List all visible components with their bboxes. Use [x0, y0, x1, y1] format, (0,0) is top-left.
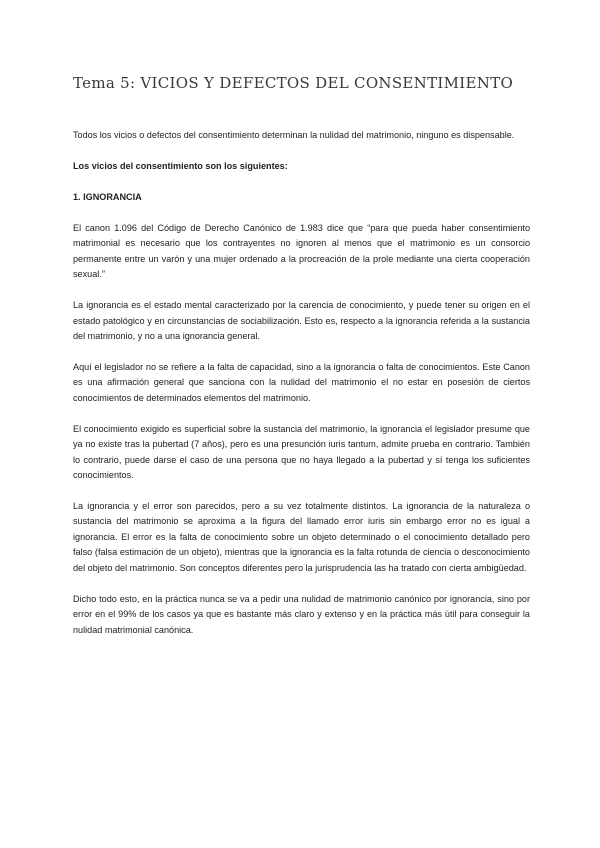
paragraph: La ignorancia y el error son parecidos, pero a su vez totalmente distintos. La ignorancia de la naturaleza o sustancia del matrimonio se aproxima a la figura del llamado error iuris sin embargo error no es igual a ignorancia. El error es la falta de conocimiento sobre un objeto determinado o el conocimiento detallado pero falso (falsa estimación de un objeto), mientras que la ignorancia es la falta rotunda de ciencia o desconocimiento del objeto del matrimonio. Son conceptos diferentes pero la jurisprudencia las ha tratado con cierta ambigüedad.: [73, 501, 530, 573]
list-intro: Los vicios del consentimiento son los siguientes:: [73, 161, 288, 171]
paragraph: El conocimiento exigido es superficial sobre la sustancia del matrimonio, la ignorancia el legislador presume que ya no existe tras la pubertad (7 años), pero es una presunción iuris tantum, admite prueba en contrario. También lo contrario, puede darse el caso de una persona que no haya llegado a la pubertad y sí tenga los suficientes conocimientos.: [73, 423, 530, 481]
paragraph: El canon 1.096 del Código de Derecho Canónico de 1.983 dice que “para que pueda haber consentimiento matrimonial es necesario que los contrayentes no ignoren al menos que el matrimonio es un consorcio permanente entre un varón y una mujer ordenado a la procreación de la prole mediante una cierta cooperación sexual.”: [73, 223, 530, 280]
intro-paragraph: Todos los vicios o defectos del consentimiento determinan la nulidad del matrimonio, ninguno es dispensable.: [73, 130, 515, 140]
document-body: [73, 128, 530, 654]
section-heading: 1. IGNORANCIA: [73, 192, 142, 202]
paragraph: Aquí el legislador no se refiere a la falta de capacidad, sino a la ignorancia o falta de conocimientos. Este Canon es una afirmación general que sanciona con la nulidad del matrimonio el no estar en posesión de ciertos conocimientos de determinados elementos del matrimonio.: [73, 362, 530, 403]
page-title: Tema 5: VICIOS Y DEFECTOS DEL CONSENTIMIENTO: [73, 74, 514, 92]
paragraph: La ignorancia es el estado mental caracterizado por la carencia de conocimiento, y puede tener su origen en el estado patológico y en circunstancias de sociabilización. Esto es, respecto a la ignorancia referida a la sustancia del matrimonio, y no a una ignorancia general.: [73, 300, 530, 342]
paragraph: Dicho todo esto, en la práctica nunca se va a pedir una nulidad de matrimonio canónico por ignorancia, sino por error en el 99% de los casos ya que es bastante más claro y extenso y en la práctica más útil para conseguir la nulidad matrimonial canónica.: [73, 593, 530, 635]
